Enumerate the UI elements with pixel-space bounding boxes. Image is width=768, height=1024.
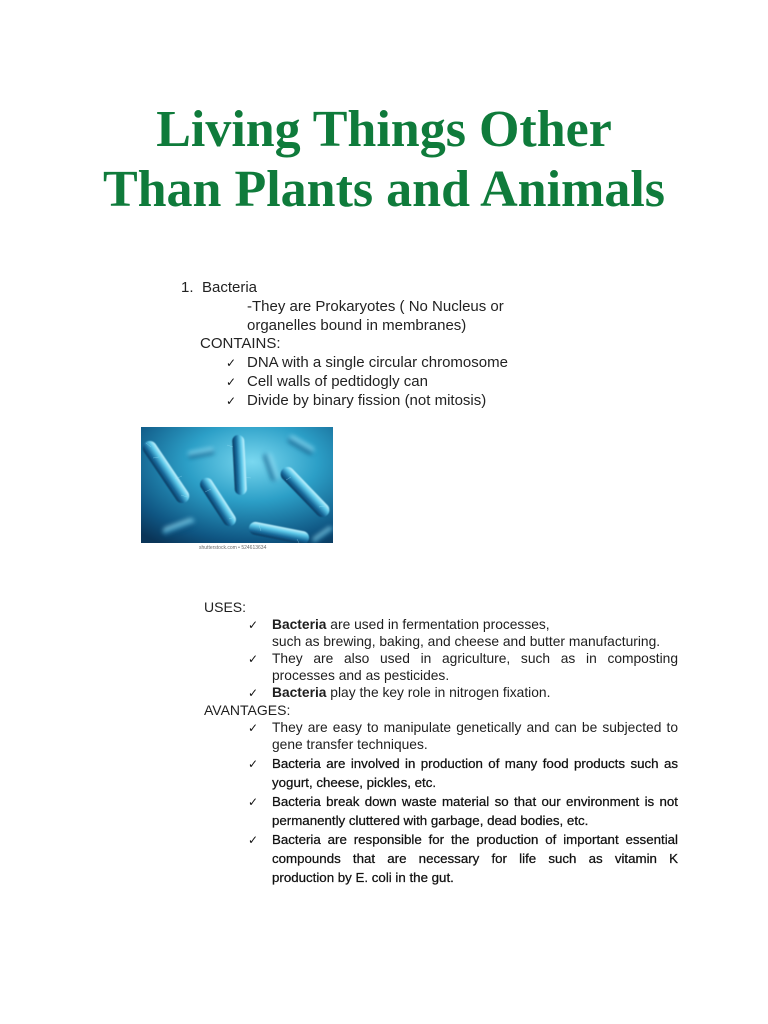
uses-item-continuation: processes and as pesticides. <box>272 668 450 684</box>
uses-item-text: are used in fermentation processes, <box>326 616 550 632</box>
advantages-item <box>272 754 678 773</box>
checkmark-icon <box>248 719 258 737</box>
contains-item <box>0 354 768 373</box>
advantages-item-text: Bacteria break down waste material so that our environment is not <box>272 793 678 809</box>
uses-item-text: play the key role in nitrogen fixation. <box>326 685 551 701</box>
advantages-item-continuation: permanently cluttered with garbage, dead bodies, etc. <box>272 812 589 828</box>
contains-item <box>0 392 768 411</box>
checkmark-icon <box>248 830 258 850</box>
checkmark-icon <box>248 650 258 668</box>
uses-label: USES: <box>204 598 247 615</box>
contains-item-text: Cell walls of pedtidogly can <box>247 372 428 390</box>
uses-item <box>272 684 678 701</box>
contains-item-text: Divide by binary fission (not mitosis) <box>247 391 487 409</box>
uses-section <box>0 599 768 754</box>
image-caption: shutterstock.com • 524613634 <box>199 545 267 551</box>
bacteria-section <box>0 279 768 411</box>
list-item-bacteria <box>0 279 768 298</box>
bacteria-image <box>141 427 333 543</box>
advantages-item-continuation: yogurt, cheese, pickles, etc. <box>272 774 437 790</box>
checkmark-icon <box>248 684 258 702</box>
page-title <box>0 100 768 220</box>
advantages-item-text: Bacteria are involved in production of many food products such as <box>272 755 678 771</box>
uses-item <box>272 616 678 633</box>
page-title-line-2: Than Plants and Animals <box>102 161 666 218</box>
uses-item-continuation: such as brewing, baking, and cheese and butter manufacturing. <box>272 633 661 649</box>
checkmark-icon <box>226 392 236 411</box>
uses-item-text: They are also used in agriculture, such as in composting <box>272 651 678 667</box>
advantages-item <box>272 830 678 849</box>
advantages-item <box>272 719 678 736</box>
checkmark-icon <box>248 616 258 634</box>
advantages-item-text: Bacteria are responsible for the production of important essential <box>272 831 678 847</box>
uses-item <box>272 650 678 667</box>
bold-term: Bacteria <box>272 685 327 701</box>
description-line: organelles bound in membranes) <box>247 316 467 334</box>
section-heading: Bacteria <box>202 279 258 296</box>
description-line: -They are Prokaryotes ( No Nucleus or <box>247 297 504 315</box>
bacteria-illustration <box>141 427 333 543</box>
advantages-item-text: They are easy to manipulate genetically and can be subjected to <box>272 719 678 735</box>
checkmark-icon <box>226 373 236 392</box>
list-number: 1. <box>181 279 194 296</box>
advantages-item-continuation: production by E. coli in the gut. <box>272 869 454 885</box>
contains-label: CONTAINS: <box>200 335 281 353</box>
checkmark-icon <box>226 354 236 373</box>
page-title-line-1: Living Things Other <box>156 101 612 158</box>
contains-item <box>0 373 768 392</box>
advantages-section <box>0 754 768 887</box>
advantages-item <box>272 792 678 811</box>
checkmark-icon <box>248 754 258 774</box>
bold-term: Bacteria <box>272 616 327 632</box>
contains-item-text: DNA with a single circular chromosome <box>247 354 508 372</box>
advantages-item-continuation: gene transfer techniques. <box>272 737 428 752</box>
checkmark-icon <box>248 792 258 812</box>
advantages-label: AVANTAGES: <box>204 701 291 718</box>
advantages-item-continuation: compounds that are necessary for life such as vitamin K <box>272 850 678 866</box>
